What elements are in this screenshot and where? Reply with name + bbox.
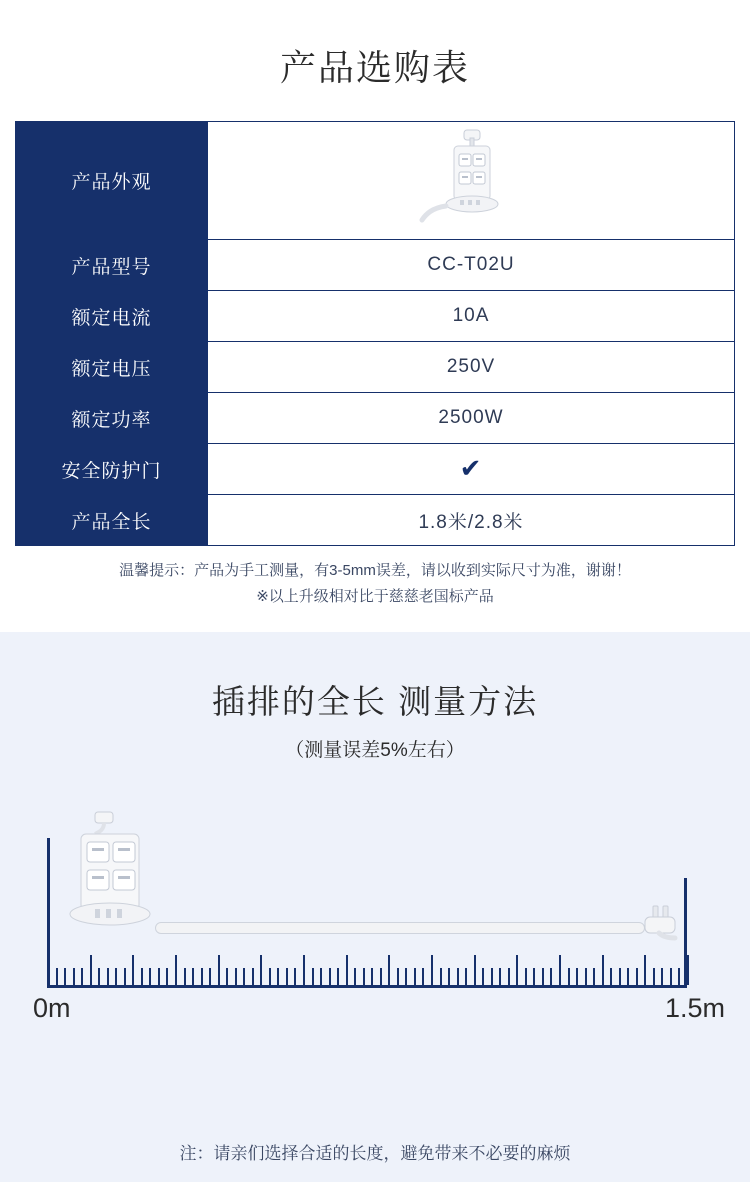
ruler-tick <box>516 955 518 985</box>
ruler-tick <box>218 955 220 985</box>
spec-value-model: CC-T02U <box>208 240 735 291</box>
ruler-tick <box>397 968 399 985</box>
table-row <box>16 240 735 291</box>
power-strip-tower-large-icon <box>65 810 175 940</box>
ruler-tick <box>226 968 228 985</box>
ruler-tick <box>235 968 237 985</box>
ruler-tick <box>303 955 305 985</box>
spec-value-current: 10A <box>208 291 735 342</box>
ruler-tick <box>64 968 66 985</box>
ruler-tick <box>405 968 407 985</box>
ruler-tick <box>602 955 604 985</box>
ruler-tick <box>388 955 390 985</box>
measurement-section <box>0 632 750 1182</box>
ruler-tick <box>448 968 450 985</box>
ruler-tick <box>491 968 493 985</box>
tips-line-1: 温馨提示：产品为手工测量，有3-5mm误差，请以收到实际尺寸为准，谢谢！ <box>119 562 631 579</box>
ruler-tick <box>371 968 373 985</box>
ruler-tick <box>81 968 83 985</box>
power-strip-tower-large-svg <box>65 810 175 940</box>
ruler-tick <box>47 955 49 985</box>
ruler-tick <box>550 968 552 985</box>
ruler-tick <box>141 968 143 985</box>
ruler-scale <box>47 942 687 988</box>
ruler-tick <box>593 968 595 985</box>
ruler-tick <box>269 968 271 985</box>
ruler-tick <box>107 968 109 985</box>
ruler-tick <box>175 955 177 985</box>
ruler-illustration <box>25 788 725 1023</box>
ruler-tick <box>687 955 689 985</box>
ruler-tick <box>56 968 58 985</box>
ruler-tick <box>132 955 134 985</box>
spec-label-voltage: 额定电压 <box>16 342 208 393</box>
ruler-tick <box>576 968 578 985</box>
ruler-tick <box>124 968 126 985</box>
spec-table <box>15 121 735 546</box>
ruler-tick <box>431 955 433 985</box>
ruler-tick <box>610 968 612 985</box>
power-strip-tower-svg <box>416 128 526 228</box>
ruler-tick <box>73 968 75 985</box>
scale-label-start: 0m <box>33 993 71 1023</box>
ruler-tick <box>678 968 680 985</box>
ruler-tick <box>312 968 314 985</box>
plug-svg <box>637 904 683 944</box>
ruler-tick <box>346 955 348 985</box>
ruler-tick <box>337 968 339 985</box>
ruler-tick <box>636 968 638 985</box>
ruler-tick <box>474 955 476 985</box>
table-row <box>16 122 735 240</box>
ruler-tick <box>422 968 424 985</box>
ruler-tick <box>201 968 203 985</box>
ruler-tick <box>440 968 442 985</box>
ruler-tick <box>363 968 365 985</box>
spec-label-appearance: 产品外观 <box>16 122 208 240</box>
spec-value-safety-door <box>208 444 735 495</box>
ruler-tick <box>644 955 646 985</box>
ruler-tick <box>670 968 672 985</box>
ruler-tick <box>585 968 587 985</box>
ruler-tick <box>90 955 92 985</box>
ruler-tick <box>166 968 168 985</box>
ruler-tick <box>661 968 663 985</box>
ruler-tick <box>653 968 655 985</box>
ruler-tick <box>294 968 296 985</box>
plug-icon <box>637 904 683 944</box>
spec-label-power: 额定功率 <box>16 393 208 444</box>
ruler-tick <box>525 968 527 985</box>
ruler-tick <box>209 968 211 985</box>
spec-label-model: 产品型号 <box>16 240 208 291</box>
ruler-tick <box>414 968 416 985</box>
scale-label-end: 1.5m <box>664 993 725 1023</box>
table-row <box>16 342 735 393</box>
spec-value-appearance <box>208 122 735 240</box>
tips-line-2: ※以上升级相对比于慈慈老国标产品 <box>256 588 494 605</box>
ruler-tick <box>329 968 331 985</box>
ruler-tick <box>354 968 356 985</box>
ruler-tick <box>149 968 151 985</box>
ruler-tick <box>533 968 535 985</box>
ruler-tick <box>619 968 621 985</box>
tips-block <box>15 558 735 610</box>
cable-illustration <box>155 922 645 934</box>
ruler-tick <box>98 968 100 985</box>
ruler-tick <box>465 968 467 985</box>
measurement-title: 插排的全长 测量方法 <box>211 683 539 720</box>
ruler-tick <box>184 968 186 985</box>
ruler-tick <box>243 968 245 985</box>
ruler-tick <box>260 955 262 985</box>
ruler-tick <box>277 968 279 985</box>
table-row <box>16 495 735 546</box>
spec-value-voltage: 250V <box>208 342 735 393</box>
ruler-tick <box>192 968 194 985</box>
ruler-tick <box>158 968 160 985</box>
power-strip-tower-icon <box>416 128 526 228</box>
ruler-tick <box>559 955 561 985</box>
ruler-tick <box>252 968 254 985</box>
spec-label-current: 额定电流 <box>16 291 208 342</box>
ruler-tick <box>542 968 544 985</box>
ruler-tick <box>286 968 288 985</box>
ruler-tick <box>499 968 501 985</box>
ruler-tick <box>320 968 322 985</box>
ruler-tick <box>115 968 117 985</box>
ruler-tick <box>457 968 459 985</box>
spec-value-length: 1.8米/2.8米 <box>208 495 735 546</box>
page-title: 产品选购表 <box>279 47 470 88</box>
ruler-tick <box>568 968 570 985</box>
ruler-tick <box>482 968 484 985</box>
table-row <box>16 291 735 342</box>
table-row <box>16 444 735 495</box>
measurement-subtitle: （测量误差5%左右） <box>285 740 465 761</box>
measurement-note: 注：请亲们选择合适的长度，避免带来不必要的麻烦 <box>179 1144 571 1163</box>
ruler-tick <box>508 968 510 985</box>
spec-label-length: 产品全长 <box>16 495 208 546</box>
ruler-tick <box>380 968 382 985</box>
ruler-tick <box>627 968 629 985</box>
spec-label-safety-door: 安全防护门 <box>16 444 208 495</box>
table-row <box>16 393 735 444</box>
check-icon: ✔ <box>459 453 483 483</box>
spec-value-power: 2500W <box>208 393 735 444</box>
